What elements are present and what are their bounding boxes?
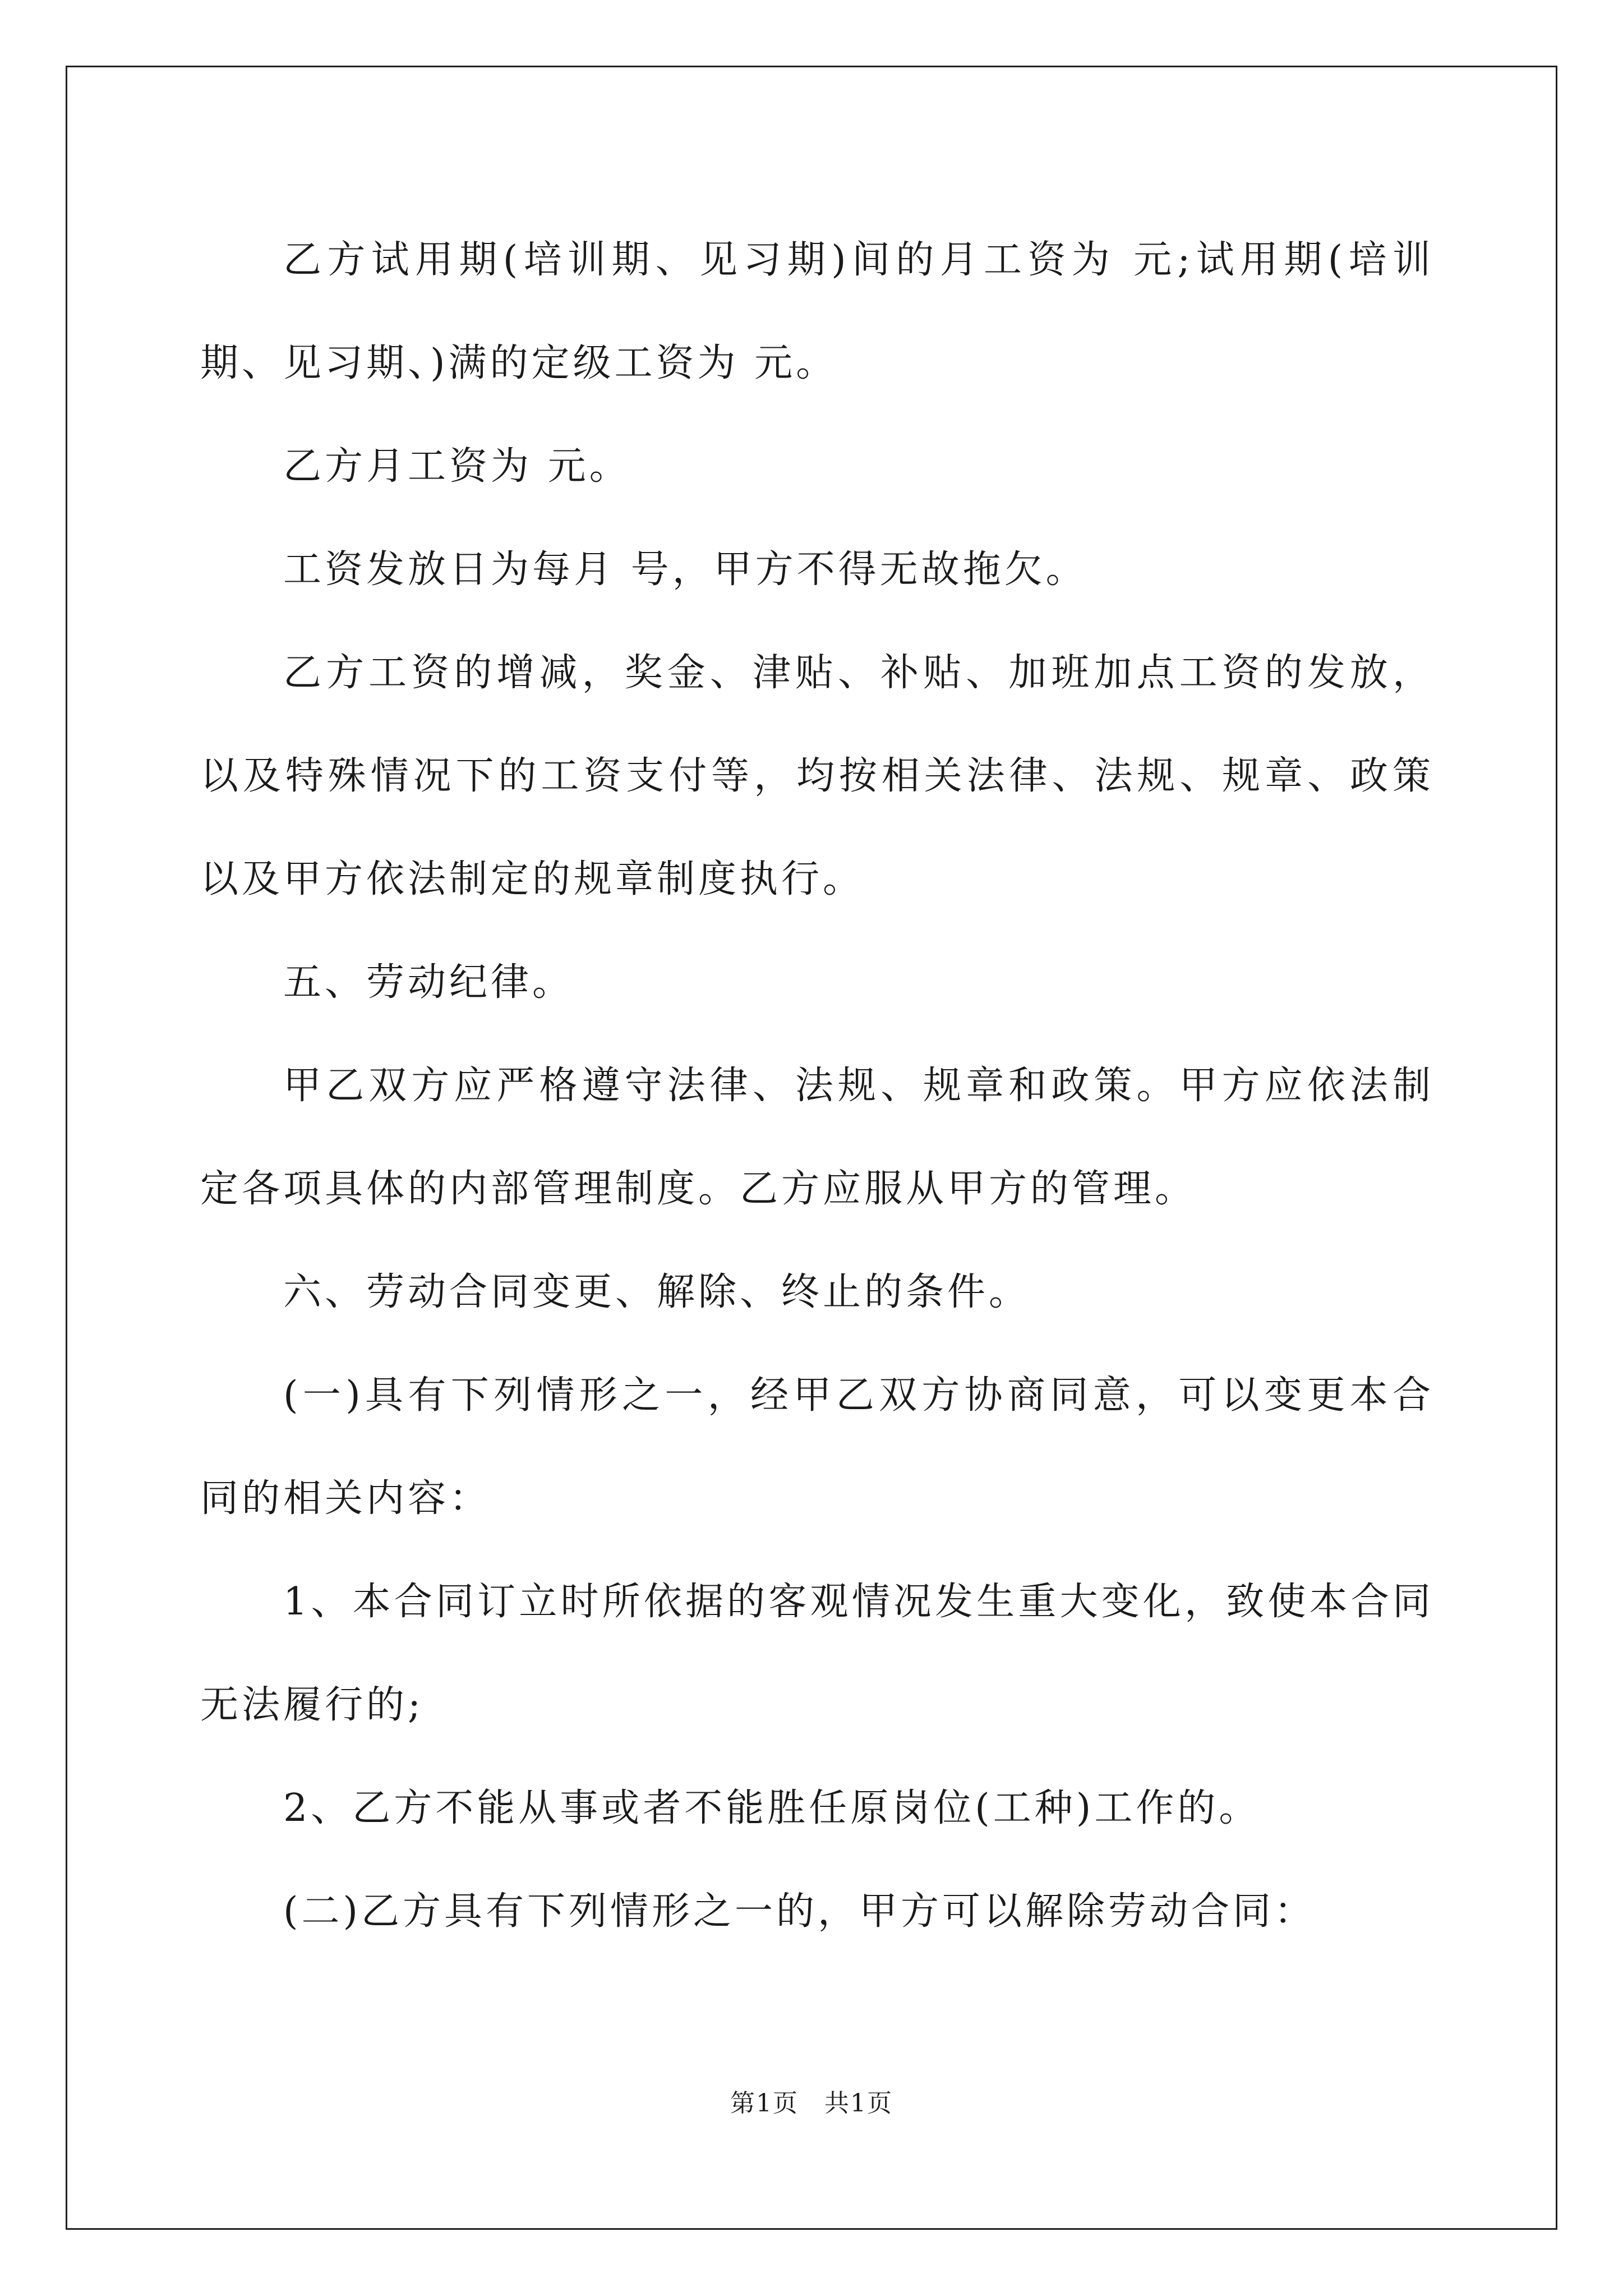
paragraph-pay-day: 工资发放日为每月 号，甲方不得无故拖欠。 [283, 547, 1087, 592]
document-body [200, 209, 1434, 1963]
paragraph-salary-adjustment: 乙方工资的增减，奖金、津贴、补贴、加班加点工资的发放，以及特殊情况下的工资支付等，均按相关法律、法规、规章、政策以及甲方依法制定的规章制度执行。 [200, 651, 1434, 901]
paragraph-discipline: 甲乙双方应严格遵守法律、法规、规章和政策。甲方应依法制定各项具体的内部管理制度。乙方应服从甲方的管理。 [200, 1064, 1434, 1211]
section-heading-contract-change: 六、劳动合同变更、解除、终止的条件。 [283, 1270, 1031, 1314]
page-number: 第1页 共1页 [730, 2089, 893, 2118]
paragraph-change-conditions: (一)具有下列情形之一，经甲乙双方协商同意，可以变更本合同的相关内容： [200, 1373, 1434, 1521]
section-heading-labor-discipline: 五、劳动纪律。 [283, 960, 574, 1005]
list-item-1: 1、本合同订立时所依据的客观情况发生重大变化，致使本合同无法履行的; [200, 1580, 1434, 1727]
list-item-2: 2、乙方不能从事或者不能胜任原岗位(工种)工作的。 [283, 1786, 1261, 1830]
paragraph-monthly-salary: 乙方月工资为 元。 [283, 444, 631, 489]
paragraph-termination-conditions: (二)乙方具有下列情形之一的，甲方可以解除劳动合同： [283, 1889, 1316, 1934]
paragraph-probation-salary: 乙方试用期(培训期、见习期)间的月工资为 元;试用期(培训期、见习期、)满的定级工资为 元。 [200, 238, 1434, 385]
